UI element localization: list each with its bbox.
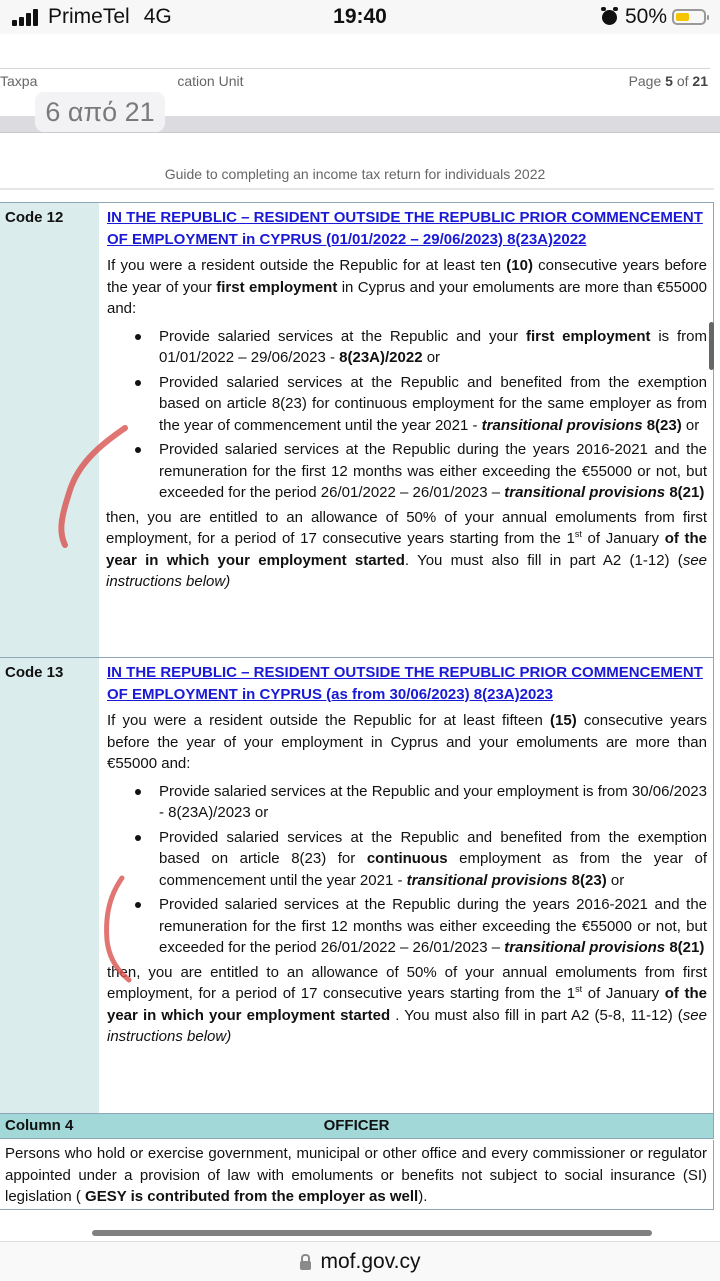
list-item (107, 894, 707, 959)
vertical-scrollbar-thumb[interactable] (709, 322, 714, 370)
page-current: 5 (665, 73, 673, 89)
text-run: then, you are entitled to an allowance of 50% of your annual emoluments from first employment, for a period of 17 consecutive years starting from the 1 (107, 963, 707, 1002)
carrier-name: PrimeTel (48, 5, 130, 28)
text-run-italic: see instructions below) (107, 1006, 707, 1045)
text-run: in Cyprus and your emoluments are more than €55000 and: (107, 278, 707, 317)
text-run-bold: of the year in which your employment started (106, 530, 707, 569)
page-of: of (672, 73, 693, 89)
status-bar (0, 0, 720, 34)
text-run: of January (581, 530, 665, 547)
conclusion-paragraph (106, 507, 707, 593)
text-run: If you were a resident outside the Republic for at least ten (107, 257, 507, 274)
list-item (107, 326, 707, 369)
text-run-bold: 8(23) (571, 871, 607, 889)
code-content (107, 207, 707, 599)
text-run-bold: 8(21) (669, 939, 705, 956)
code-content (107, 662, 707, 1054)
text-run: or (606, 871, 625, 889)
network-type: 4G (143, 5, 172, 28)
column4-title: OFFICER (323, 1117, 390, 1134)
list-item (107, 827, 707, 892)
conclusion-paragraph (107, 962, 707, 1048)
text-run: . You must also fill in part A2 (1-12) ( (404, 551, 683, 569)
running-footer-left (0, 73, 244, 89)
status-right (602, 5, 706, 29)
list-item (107, 781, 707, 824)
text-run-bold: 8(21) (669, 484, 705, 501)
text-run: of January (582, 985, 665, 1002)
title-rule (0, 188, 714, 190)
code-cell (0, 658, 99, 1114)
conditions-list (107, 781, 707, 959)
text-run: Provided salaried services at the Republic and benefited from the exemption based on article 8(23) for continuous employment for the same employer as from the year of commencement until the year 2021 - (159, 373, 707, 434)
text-run-bold-italic: transitional provisions (406, 871, 568, 889)
column4-label: Column 4 (5, 1117, 74, 1134)
text-run-bold: GESY is contributed from the employer as well (85, 1188, 419, 1205)
text-run: Provided salaried services at the Republic during the years 2016-2021 and the remuneration for the first 12 months was either exceeding the €55000 or not, but exceeded for the period 26/01/2022 – 26/01/2023 – (159, 441, 707, 501)
text-run: Persons who hold or exercise government, municipal or other office and every commissioner or regulator appointed under a provision of law with emoluments or benefits not subject to social insurance (SI) legislation ( (5, 1145, 707, 1205)
list-item (107, 372, 707, 437)
annotation-stroke-icon (50, 420, 140, 560)
text-run-bold: first employment (216, 278, 338, 296)
text-run: Provided salaried services at the Republic and benefited from the exemption based on article 8(23) for (159, 828, 707, 867)
code-label: Code 12 (5, 209, 64, 226)
conditions-list (107, 326, 707, 504)
text-run: . You must also fill in part A2 (5-8, 11-12) ( (390, 1006, 683, 1024)
footer-rule (0, 68, 710, 69)
text-run: Provided salaried services at the Republic during the years 2016-2021 and the remuneration for the first 12 months was either exceeding the €55000 or not, but exceeded for the period 26/01/2022 – 26/01/2023 – (159, 896, 707, 956)
text-run: consecutive years before the year of your (107, 257, 707, 296)
superscript: st (574, 529, 582, 539)
status-time: 19:40 (333, 5, 387, 28)
text-run: employment as from the year of commencement until the year 2021 - (159, 850, 707, 889)
text-run-bold-italic: transitional provisions (504, 939, 666, 956)
text-run: ). (418, 1188, 428, 1205)
text-run: consecutive years before the year of your employment in Cyprus and your emoluments are more than €55000 and: (107, 712, 707, 772)
alarm-icon (602, 10, 617, 25)
intro-paragraph (107, 255, 707, 320)
battery-percent: 50% (624, 5, 667, 28)
page-prefix: Page (628, 73, 666, 89)
horizontal-scrollbar-thumb[interactable] (92, 1230, 652, 1236)
superscript: st (575, 984, 583, 994)
page-total: 21 (692, 73, 708, 89)
code-heading-link[interactable]: IN THE REPUBLIC – RESIDENT OUTSIDE THE REPUBLIC PRIOR COMMENCEMENT OF EMPLOYMENT in CYPRUS (as from 30/06/2023) 8(23A)2023 (107, 664, 703, 703)
code-label: Code 13 (5, 664, 64, 681)
text-run-bold: first employment (525, 327, 651, 345)
text-run: If you were a resident outside the Republic for at least fifteen (107, 712, 551, 729)
text-run-bold: (15) (550, 712, 577, 729)
text-run-italic: see instructions below) (106, 551, 707, 590)
text-run-bold: of the year in which your employment started (107, 985, 707, 1024)
text-run-bold: 8(23) (646, 416, 682, 434)
battery-fill (676, 13, 689, 21)
running-footer-left-text-a: Taxpa (0, 73, 38, 89)
text-run: Provide salaried services at the Republic and your employment is from 30/06/2023 - 8(23A)/2023 or (159, 782, 707, 821)
text-run-bold: (10) (506, 257, 533, 274)
text-run: Provide salaried services at the Republic and your (159, 327, 526, 345)
battery-icon (672, 9, 706, 25)
url-wrap (0, 1250, 720, 1274)
document-title: Guide to completing an income tax return for individuals 2022 (164, 166, 546, 182)
intro-paragraph (107, 710, 707, 775)
annotation-bracket-icon (95, 870, 145, 985)
text-run: or (422, 349, 441, 366)
running-footer-left-text-b: cation Unit (177, 73, 244, 89)
text-run-bold-italic: transitional provisions (481, 416, 643, 434)
page-indicator: 6 από 21 (35, 92, 165, 132)
text-run: is from 01/01/2022 – 29/06/2023 - (159, 327, 708, 366)
code-heading-link[interactable]: IN THE REPUBLIC – RESIDENT OUTSIDE THE REPUBLIC PRIOR COMMENCEMENT OF EMPLOYMENT in CYPRUS (01/01/2022 – 29/06/2023) 8(23A)2022 (107, 209, 703, 248)
text-run-bold: 8(23A)/2022 (339, 349, 423, 366)
lock-icon (300, 1261, 311, 1270)
text-run: or (681, 416, 700, 434)
list-item (107, 439, 707, 504)
text-run-bold-italic: transitional provisions (504, 484, 666, 501)
text-run: then, you are entitled to an allowance of 50% of your annual emoluments from first employment, for a period of 17 consecutive years starting from the 1 (106, 508, 707, 547)
column4-body (0, 1140, 714, 1210)
column4-header (0, 1113, 714, 1139)
browser-url-bar[interactable] (0, 1241, 720, 1281)
url-text[interactable]: mof.gov.cy (320, 1250, 421, 1273)
text-run-bold: continuous (366, 850, 448, 867)
running-footer-page (629, 73, 708, 89)
